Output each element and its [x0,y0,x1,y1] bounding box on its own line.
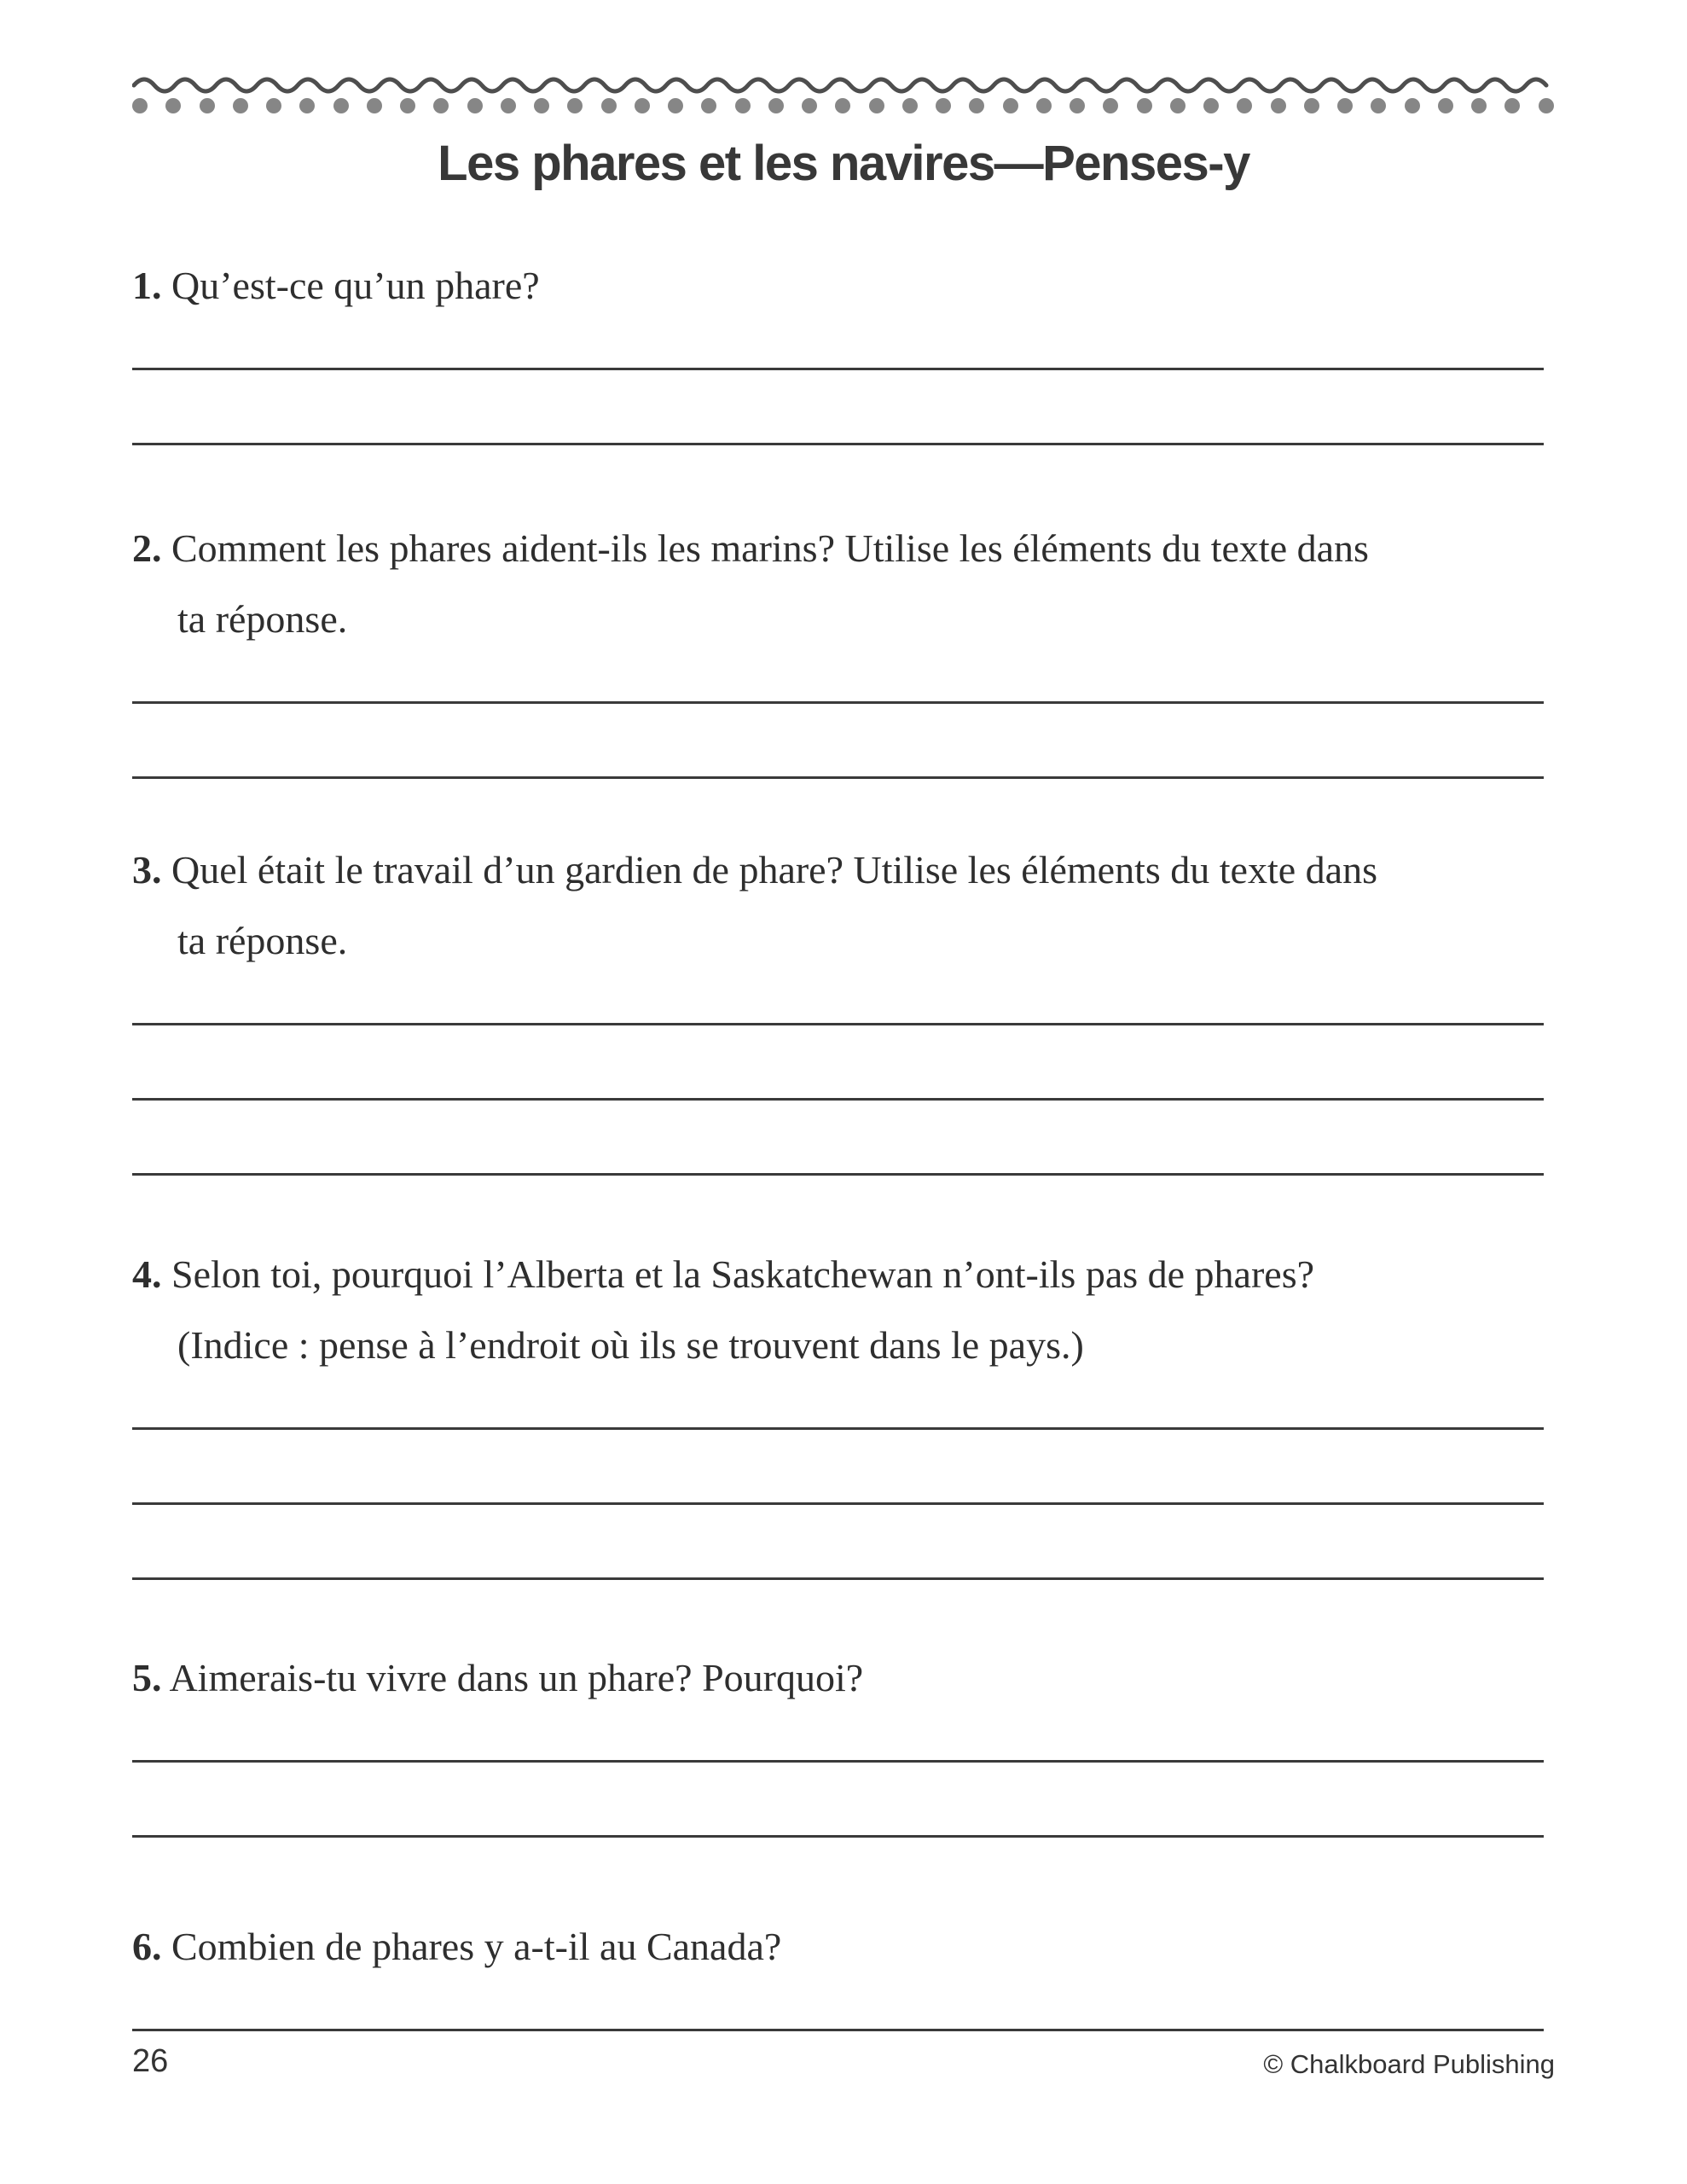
dot-icon [233,98,248,113]
page-title: Les phares et les navires—Penses-y [438,136,1249,191]
dot-icon [433,98,449,113]
dot-icon [802,98,817,113]
question-number: 2. [132,526,162,570]
question-text-line: ta réponse. [177,597,348,641]
dot-icon [1103,98,1118,113]
question-number: 6. [132,1925,162,1968]
dot-icon [1003,98,1018,113]
question-text-line: Aimerais-tu vivre dans un phare? Pourquoi? [161,1656,864,1699]
publisher-credit: © Chalkboard Publishing [1263,2049,1555,2079]
dot-icon [936,98,951,113]
dot-icon [467,98,483,113]
dot-icon [1539,98,1554,113]
answer-line [132,1430,1544,1505]
dot-icon [902,98,918,113]
dot-icon [1438,98,1453,113]
question-number: 1. [132,264,162,307]
dot-icon [501,98,516,113]
dot-icon [132,98,148,113]
question-number: 5. [132,1656,162,1699]
page-number: 26 [132,2043,169,2079]
dot-icon [1137,98,1152,113]
question-block [132,1911,1544,2031]
answer-line [132,1763,1544,1838]
dot-icon [1405,98,1420,113]
footer [132,2044,1555,2080]
dot-icon [635,98,650,113]
question-text-line: Selon toi, pourquoi l’Alberta et la Saskatchewan n’ont-ils pas de phares? [161,1252,1315,1296]
dot-icon [266,98,281,113]
dot-icon [1471,98,1487,113]
question-block [132,513,1544,779]
dot-icon [1504,98,1520,113]
dot-icon [1036,98,1052,113]
dotted-border [132,98,1554,113]
question-block [132,1642,1544,1838]
answer-line [132,704,1544,779]
question-text-line: Quel était le travail d’un gardien de phare? Utilise les éléments du texte dans [161,848,1377,892]
question-text-line: Combien de phares y a-t-il au Canada? [161,1925,782,1968]
answer-line [132,1505,1544,1580]
question-block [132,250,1544,445]
dot-icon [567,98,583,113]
dot-icon [367,98,382,113]
dot-icon [1203,98,1219,113]
answer-line [132,370,1544,445]
dot-icon [1271,98,1286,113]
dot-icon [869,98,884,113]
question-text-line: Qu’est-ce qu’un phare? [161,264,540,307]
dot-icon [299,98,315,113]
wavy-line-icon [132,72,1554,99]
dot-icon [1070,98,1085,113]
dot-icon [333,98,349,113]
dot-icon [735,98,751,113]
question-text-line: Comment les phares aident-ils les marins? Utilise les éléments du texte dans [161,526,1369,570]
answer-line [132,1025,1544,1101]
dot-icon [701,98,716,113]
dot-icon [1337,98,1353,113]
dot-icon [165,98,181,113]
dot-icon [1304,98,1319,113]
dot-icon [969,98,984,113]
dot-icon [400,98,415,113]
question-block [132,834,1544,1176]
question-number: 4. [132,1252,162,1296]
question-number: 3. [132,848,162,892]
dot-icon [835,98,850,113]
question-text-line: (Indice : pense à l’endroit où ils se trouvent dans le pays.) [177,1323,1084,1367]
question-text-line: ta réponse. [177,919,348,962]
dot-icon [1170,98,1186,113]
dot-icon [668,98,683,113]
question-block [132,1239,1544,1580]
answer-line [132,1101,1544,1176]
dot-icon [1371,98,1386,113]
dot-icon [200,98,215,113]
dot-icon [1237,98,1252,113]
dot-icon [768,98,784,113]
dot-icon [601,98,617,113]
dot-icon [534,98,549,113]
